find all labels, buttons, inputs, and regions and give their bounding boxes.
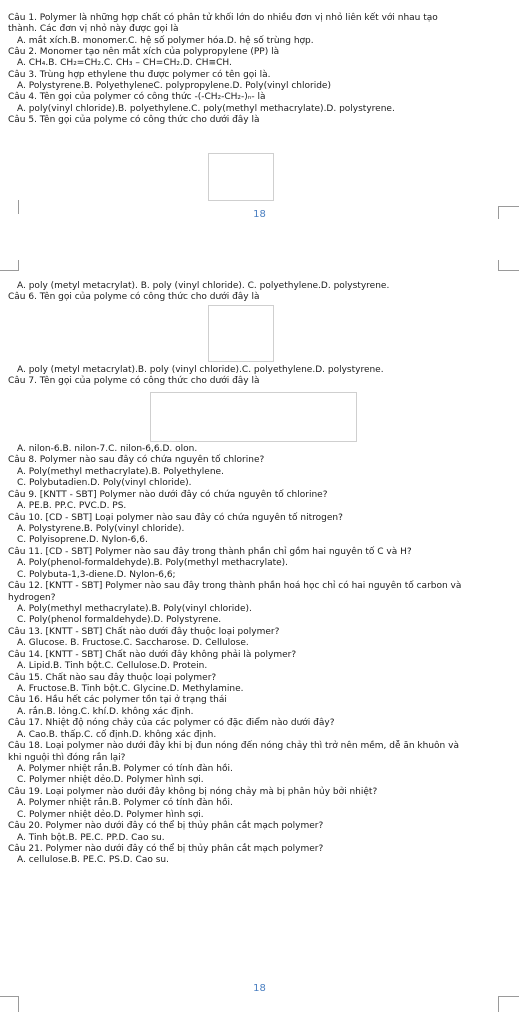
text-line: A. Poly(phenol-formaldehyde).B. Poly(methyl methacrylate). [17,558,289,569]
text-line: A. Tinh bột.B. PE.C. PP.D. Cao su. [17,832,165,843]
text-line: Câu 18. Loại polymer nào dưới đây khi bị đun nóng đến nóng chảy thì trở nên mềm, dễ ăn khuôn và [8,741,459,752]
text-line: Câu 9. [KNTT - SBT] Polymer nào dưới đây có chứa nguyên tố chlorine? [8,489,328,500]
text-line: C. Polyisoprene.D. Nylon-6,6. [17,535,148,546]
text-line: A. Cao.B. thấp.C. cố định.D. không xác định. [17,729,217,740]
page-corner-tr [498,260,519,271]
text-line: A. rắn.B. lỏng.C. khí.D. không xác định. [17,706,194,717]
structure-image-q5 [208,153,274,201]
text-line: Câu 6. Tên gọi của polyme có công thức cho dưới đây là [8,292,260,303]
page-corner-bl [0,200,19,214]
text-line: Câu 7. Tên gọi của polyme có công thức cho dưới đây là [8,376,260,387]
text-line: Câu 8. Polymer nào sau đây có chứa nguyên tố chlorine? [8,455,265,466]
text-line: Câu 3. Trùng hợp ethylene thu được polymer có tên gọi là. [8,69,271,80]
text-line: A. Polystyrene.B. PolyethyleneC. polypropylene.D. Poly(vinyl chloride) [17,81,331,92]
text-line: C. Polybutadien.D. Poly(vinyl chloride). [17,478,192,489]
page-corner-bottom-bl [0,996,19,1012]
text-line: A. Polystyrene.B. Poly(vinyl chloride). [17,524,185,534]
text-line: A. poly (metyl metacrylat).B. poly (vinyl chloride).C. polyethylene.D. polystyrene. [17,365,384,375]
page-corner-bottom-br [498,996,519,1012]
structure-image-q7 [150,392,357,442]
text-line: A. CH₄.B. CH₂=CH₂.C. CH₃ – CH=CH₂.D. CH≡CH. [17,58,232,69]
text-line: thành. Các đơn vị nhỏ này được gọi là [8,24,179,35]
page-corner-tl [0,260,19,271]
page-corner-br [498,206,519,219]
text-line: A. mắt xích.B. monomer.C. hệ số polymer hóa.D. hệ số trùng hợp. [17,35,314,46]
structure-image-q6 [208,305,274,362]
text-line: Câu 20. Polymer nào dưới đây có thể bị thủy phân cắt mạch polymer? [8,821,324,832]
text-line: Câu 5. Tên gọi của polyme có công thức cho dưới đây là [8,115,260,126]
text-line: Câu 16. Hầu hết các polymer tồn tại ở trạng thái [8,695,227,706]
text-line: A. Poly(methyl methacrylate).B. Poly(vinyl chloride). [17,604,252,615]
text-line: A. Lipid.B. Tinh bột.C. Cellulose.D. Protein. [17,661,208,672]
text-line: Câu 13. [KNTT - SBT] Chất nào dưới đây thuộc loại polymer? [8,626,280,637]
text-line: C. Polymer nhiệt dẻo.D. Polymer hình sợi. [17,775,204,786]
text-line: hydrogen? [8,592,56,603]
cropped-previous-line [0,0,519,4]
text-line: A. cellulose.B. PE.C. PS.D. Cao su. [17,855,169,866]
text-line: A. Polymer nhiệt rắn.B. Polymer có tính đàn hồi. [17,764,233,775]
text-line: C. Polymer nhiệt dẻo.D. Polymer hình sợi. [17,809,204,820]
text-line: Câu 1. Polymer là những hợp chất có phân tử khối lớn do nhiều đơn vị nhỏ liên kết với nhau tạo [8,13,438,23]
text-line: Câu 11. [CD - SBT] Polymer nào sau đây trong thành phần chỉ gồm hai nguyên tố C và H? [8,546,412,557]
text-line: C. Poly(phenol formaldehyde).D. Polystyrene. [17,615,222,626]
text-line: Câu 4. Tên gọi của polymer có công thức -(-CH₂-CH₂-)ₙ- là [8,92,266,103]
text-line: Câu 17. Nhiệt độ nóng chảy của các polymer có đặc điểm nào dưới đây? [8,718,335,729]
text-line: A. Polymer nhiệt rắn.B. Polymer có tính đàn hồi. [17,798,233,809]
text-line: Câu 2. Monomer tạo nên mắt xích của polypropylene (PP) là [8,47,280,58]
text-line: A. poly (metyl metacrylat). B. poly (vinyl chloride). C. polyethylene.D. polystyrene. [17,281,390,291]
page-number-bottom: 18 [253,983,266,994]
text-line: Câu 12. [KNTT - SBT] Polymer nào sau đây trong thành phần hoá học chỉ có hai nguyên tố carbon và [8,581,462,592]
text-line: A. poly(vinyl chloride).B. polyethylene.C. poly(methyl methacrylate).D. polystyrene. [17,103,395,114]
text-line: Câu 21. Polymer nào dưới đây có thể bị thủy phân cắt mạch polymer? [8,844,324,855]
text-line: A. PE.B. PP.C. PVC.D. PS. [17,501,127,512]
text-line: Câu 19. Loại polymer nào dưới đây không bị nóng chảy mà bị phân hủy bởi nhiệt? [8,786,378,797]
text-line: A. Fructose.B. Tinh bột.C. Glycine.D. Methylamine. [17,684,244,695]
text-line: A. Poly(methyl methacrylate).B. Polyethylene. [17,466,224,477]
text-line: Câu 10. [CD - SBT] Loại polymer nào sau đây có chứa nguyên tố nitrogen? [8,512,343,523]
text-line: C. Polybuta-1,3-diene.D. Nylon-6,6; [17,569,176,580]
text-line: Câu 15. Chất nào sau đây thuộc loại polymer? [8,672,217,683]
text-line: khi nguội thì đóng rắn lại? [8,752,126,763]
page-number: 18 [253,209,266,220]
text-line: A. Glucose. B. Fructose.C. Saccharose. D. Cellulose. [17,638,249,649]
text-line: A. nilon-6.B. nilon-7.C. nilon-6,6.D. olon. [17,444,198,454]
text-line: Câu 14. [KNTT - SBT] Chất nào dưới đây không phải là polymer? [8,649,297,660]
